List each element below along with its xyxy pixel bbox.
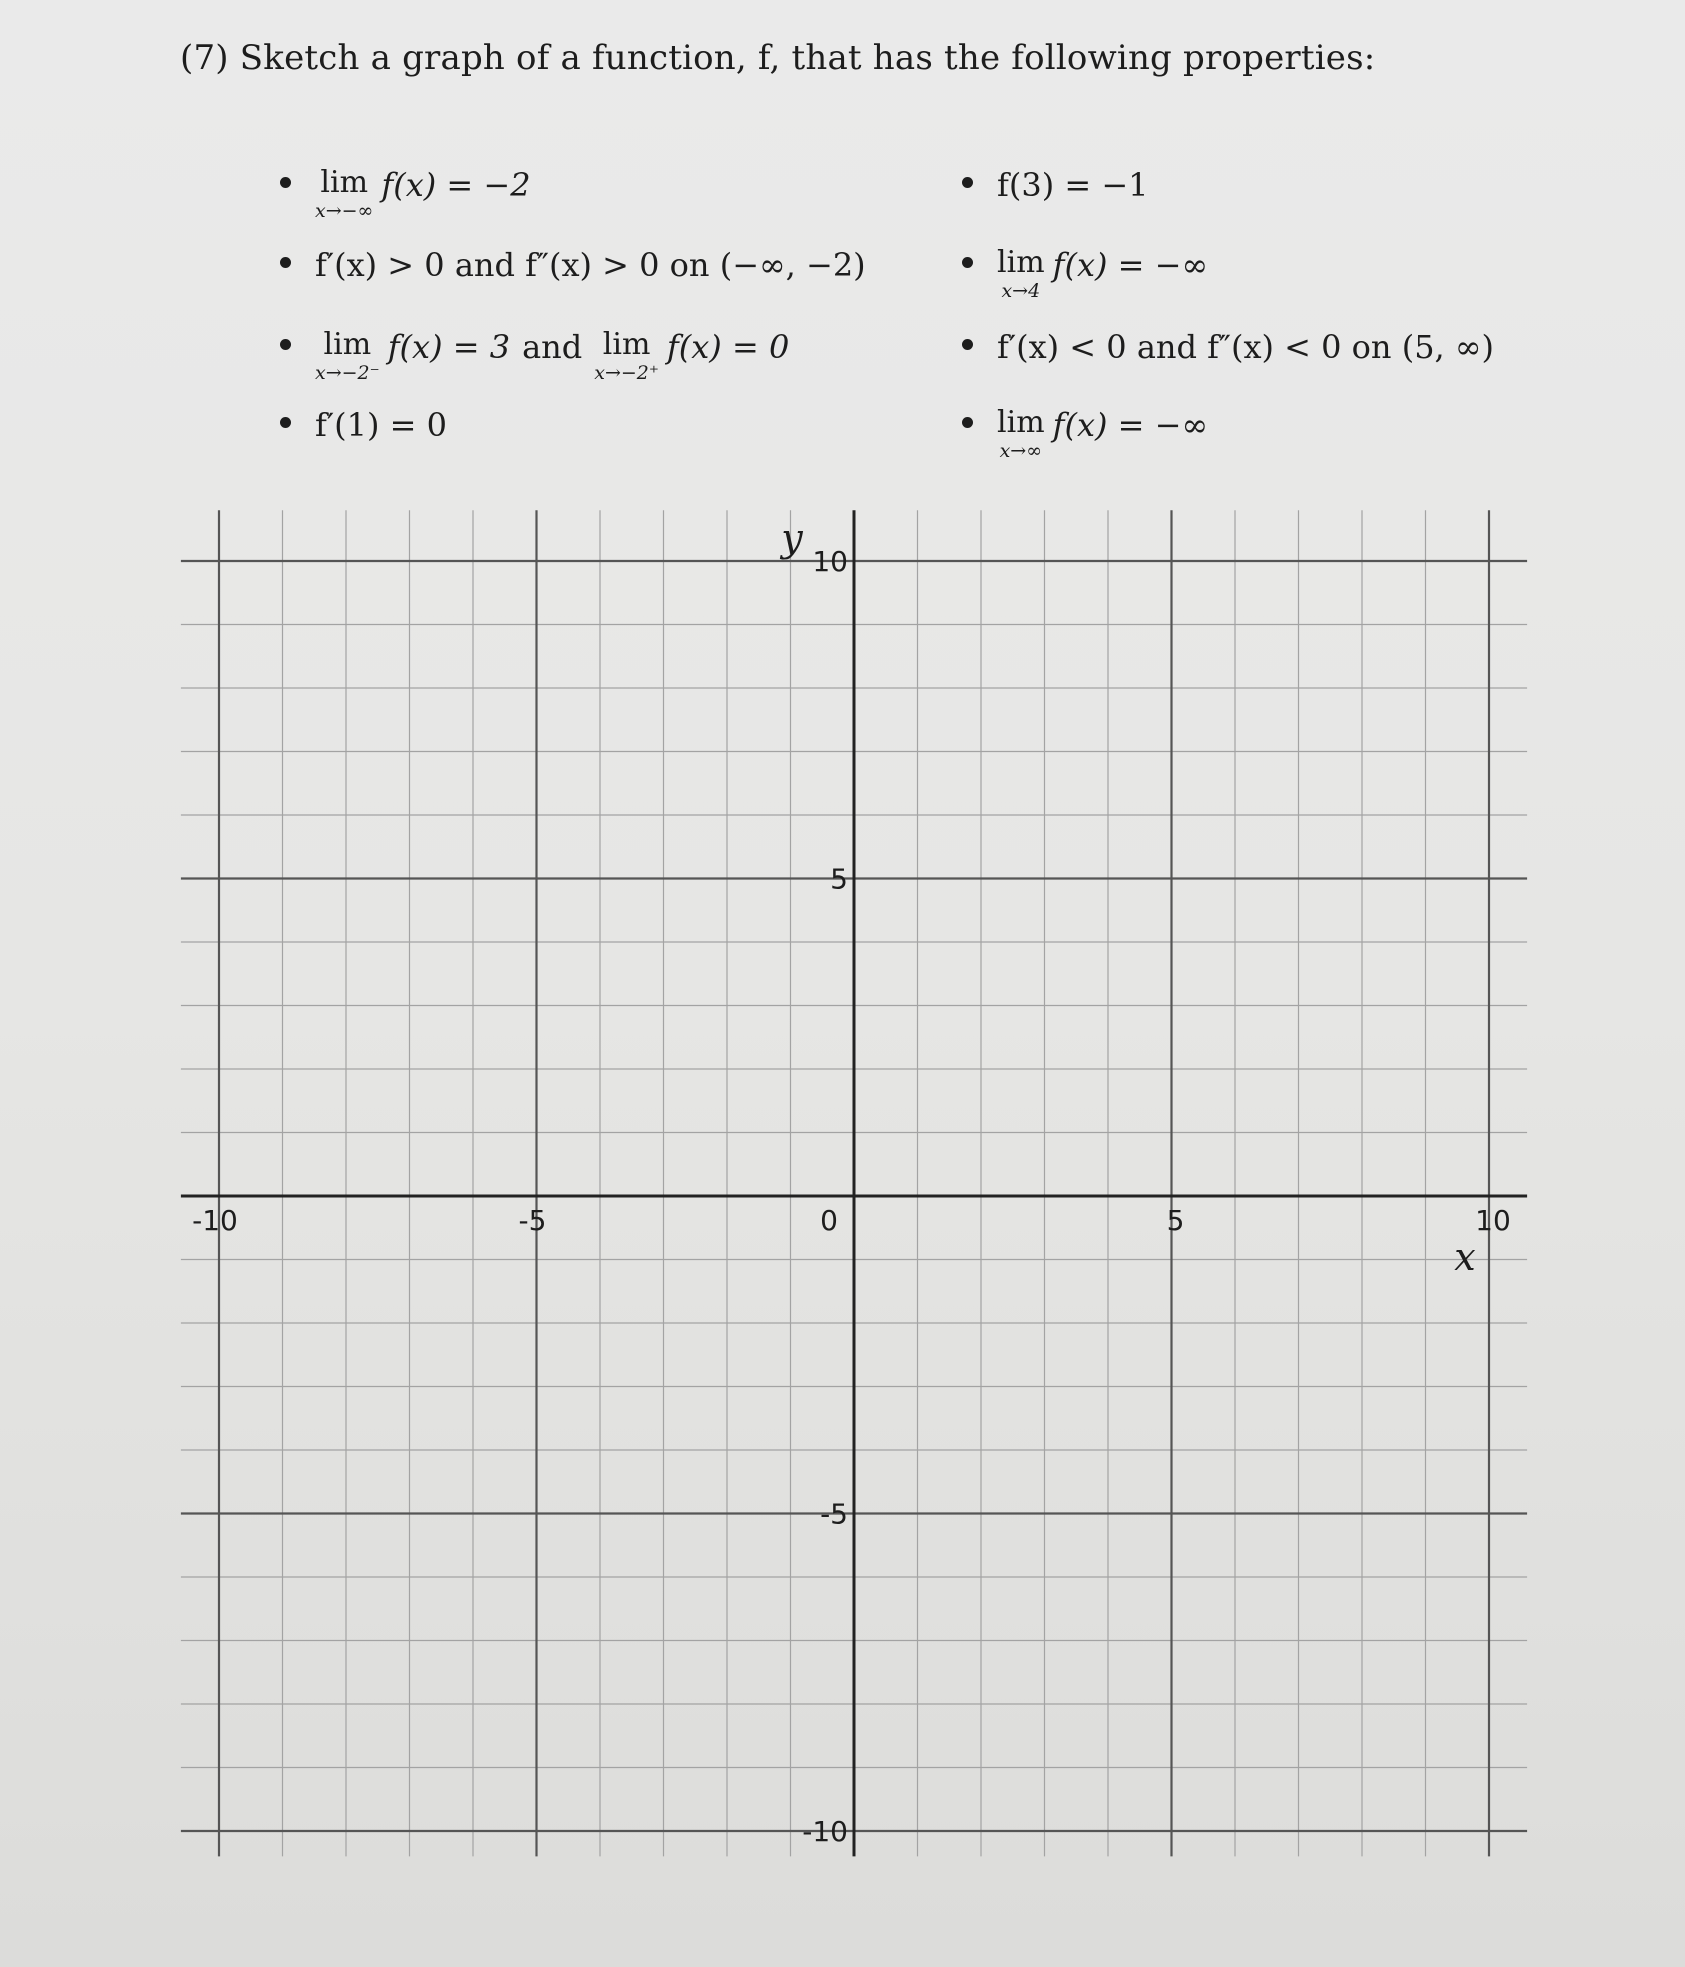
x-tick-label: 10 (1475, 1204, 1511, 1237)
y-tick-label: -10 (802, 1815, 848, 1848)
x-tick-label: 0 (820, 1204, 838, 1237)
property-text: f′(1) = 0 (315, 406, 447, 444)
y-axis-label: y (781, 516, 803, 560)
property-expression: f(x) = −∞ (1052, 406, 1209, 444)
y-tick-label: -5 (820, 1497, 848, 1531)
limit-operator-left: lim x→−2⁻ (315, 327, 380, 384)
axes (181, 510, 1527, 1856)
property-text: f′(x) < 0 and f″(x) < 0 on (5, ∞) (997, 328, 1495, 366)
y-tick-label: 10 (812, 545, 848, 578)
problem-title: (7) Sketch a graph of a function, f, that has the following properties: (180, 38, 1376, 78)
property-expression: f(x) = −2 (381, 166, 531, 204)
x-tick-label: -10 (192, 1204, 238, 1237)
and-word: and (522, 328, 583, 366)
axis-labels (192, 516, 1511, 1848)
limit-operator-right: lim x→−2⁺ (594, 327, 659, 384)
property-text: f′(x) > 0 and f″(x) > 0 on (−∞, −2) (315, 246, 866, 284)
x-tick-label: -5 (518, 1204, 547, 1237)
property-expression-right: f(x) = 0 (666, 328, 790, 366)
limit-operator: lim x→4 (997, 245, 1045, 302)
property-text: f(3) = −1 (997, 166, 1149, 204)
property-expression-left: f(x) = 3 (387, 328, 511, 366)
limit-operator: lim x→−∞ (315, 165, 374, 222)
y-tick-label: 5 (830, 862, 848, 896)
x-tick-label: 5 (1166, 1204, 1185, 1237)
property-expression: f(x) = −∞ (1052, 246, 1209, 284)
x-axis-label: x (1454, 1235, 1476, 1279)
limit-operator: lim x→∞ (997, 405, 1045, 462)
